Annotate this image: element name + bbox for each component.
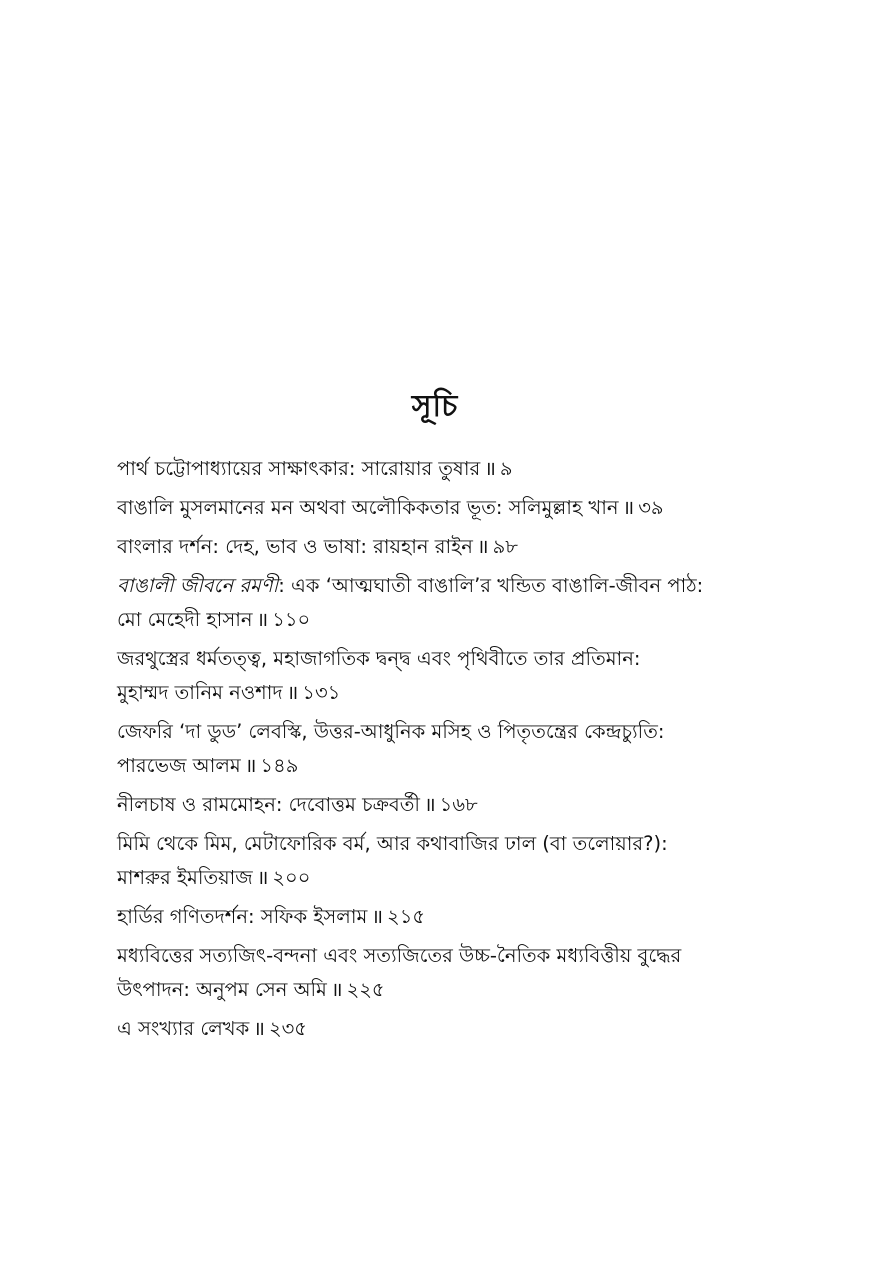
entry-title: এ সংখ্যার লেখক <box>117 1017 250 1040</box>
entry-author: মাশরুর ইমতিয়াজ <box>117 866 253 889</box>
entry-title: পার্থ চট্টোপাধ্যায়ের সাক্ষাৎকার: সারোয়ার তুষার <box>117 457 481 480</box>
page-number: ৯৮ <box>492 535 518 558</box>
entry-title-line <box>117 973 767 1007</box>
entry-author: উৎপাদন: অনুপম সেন অমি <box>117 978 327 1001</box>
separator: ॥ <box>256 866 269 889</box>
toc-entry <box>117 827 767 895</box>
page-number: ১৪৯ <box>260 754 299 777</box>
toc-entry <box>117 530 767 564</box>
page-number: ১১০ <box>272 608 311 631</box>
entry-author: পারভেজ আলম <box>117 754 241 777</box>
separator: ॥ <box>244 754 257 777</box>
entry-title: নীলচাষ ও রামমোহন: দেবোত্তম চক্রবর্তী <box>117 793 420 816</box>
page-number: ২১৫ <box>387 905 426 928</box>
page-number: ২২৫ <box>346 978 385 1001</box>
page-number: ৩৯ <box>638 496 664 519</box>
entry-title-line <box>117 676 767 710</box>
entry-author: মুহাম্মদ তানিম নওশাদ <box>117 681 283 704</box>
toc-entry <box>117 452 767 486</box>
toc-entry <box>117 900 767 934</box>
entry-title-line: জেফরি ‘দা ডুড’ লেবস্কি, উত্তর-আধুনিক মসিহ ও পিতৃতন্ত্রের কেন্দ্রচ্যুতি: <box>117 720 665 743</box>
entry-title-rest: : এক ‘আত্মঘাতী বাঙালি’র খন্ডিত বাঙালি-জীবন পাঠ: <box>278 574 704 597</box>
page-number: ২০০ <box>272 866 311 889</box>
entry-title-line: জরথুস্ত্রের ধর্মতত্ত্ব, মহাজাগতিক দ্বন্দ্ব এবং পৃথিবীতে তার প্রতিমান: <box>117 647 641 670</box>
toc-entry <box>117 491 767 525</box>
entry-title-line: মধ্যবিত্তের সত্যজিৎ-বন্দনা এবং সত্যজিতের উচ্চ-নৈতিক মধ্যবিত্তীয় বুদ্ধের <box>117 944 682 967</box>
separator: ॥ <box>484 457 496 480</box>
separator: ॥ <box>330 978 343 1001</box>
separator: ॥ <box>371 905 384 928</box>
entry-title-line <box>117 861 767 895</box>
page-number: ৯ <box>499 457 513 480</box>
entry-title-line <box>117 603 767 637</box>
page-title: সূচি <box>411 389 459 424</box>
page-number: ১৬৮ <box>439 793 478 816</box>
separator: ॥ <box>256 608 269 631</box>
entry-title-line <box>117 569 767 603</box>
entry-author: মো মেহেদী হাসান <box>117 608 253 631</box>
entry-title: হার্ডির গণিতদর্শন: সফিক ইসলাম <box>117 905 368 928</box>
entry-title-line <box>117 749 767 783</box>
entry-title: বাঙালি মুসলমানের মন অথবা অলৌকিকতার ভূত: সলিমুল্লাহ খান <box>117 496 619 519</box>
separator: ॥ <box>476 535 489 558</box>
toc-entry <box>117 1012 767 1046</box>
table-of-contents <box>117 452 767 1051</box>
page-number: ২৩৫ <box>268 1017 307 1040</box>
entry-title: বাংলার দর্শন: দেহ, ভাব ও ভাষা: রায়হান রাইন <box>117 535 473 558</box>
entry-title-line: মিমি থেকে মিম, মেটাফোরিক বর্ম, আর কথাবাজির ঢাল (বা তলোয়ার?): <box>117 832 668 855</box>
separator: ॥ <box>622 496 635 519</box>
toc-entry <box>117 569 767 637</box>
separator: ॥ <box>423 793 436 816</box>
italic-book-title: বাঙালী জীবনে রমণী <box>117 574 279 597</box>
toc-entry <box>117 715 767 783</box>
separator: ॥ <box>253 1017 265 1040</box>
toc-entry <box>117 788 767 822</box>
toc-entry <box>117 939 767 1007</box>
separator: ॥ <box>286 681 299 704</box>
page-number: ১৩১ <box>302 681 341 704</box>
toc-entry <box>117 642 767 710</box>
